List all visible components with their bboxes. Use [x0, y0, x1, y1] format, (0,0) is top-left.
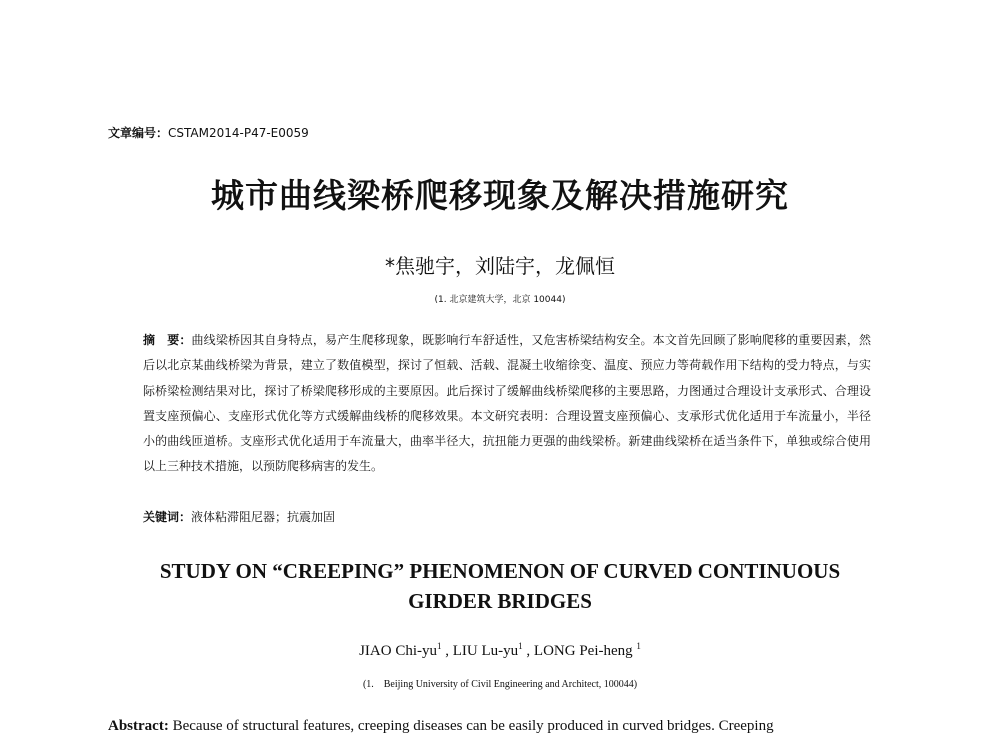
- author-2-affil: 1: [518, 641, 523, 651]
- chinese-keywords-label: 关键词：: [143, 510, 192, 524]
- english-title-line-1: STUDY ON “CREEPING” PHENOMENON OF CURVED CONTINUOUS: [159, 559, 841, 583]
- chinese-title: 城市曲线梁桥爬移现象及解决措施研究: [211, 176, 789, 215]
- author-2: LIU Lu-yu: [452, 643, 519, 659]
- english-authors: JIAO Chi-$yu^1$ , LIU $Lu-yu^1$ , LONG Pei-heng $^1$: [359, 641, 641, 659]
- chinese-abstract-label: 摘 要：: [143, 333, 192, 347]
- english-abstract: [108, 718, 908, 735]
- article-number: [108, 124, 309, 141]
- article-number-label: 文章编号：: [108, 126, 169, 140]
- english-title: [0, 556, 1000, 616]
- author-3-affil: 1: [636, 641, 641, 651]
- chinese-abstract: [143, 328, 871, 480]
- english-affiliation: (1. Beijing University of Civil Engineering and Architect, 100044): [362, 679, 638, 690]
- chinese-affiliation: (1. 北京建筑大学，北京 10044): [434, 295, 566, 305]
- chinese-keywords: [143, 508, 335, 525]
- chinese-authors: *焦驰宇，刘陆宇，龙佩恒: [385, 254, 615, 278]
- article-number-value: CSTAM2014-P47-E0059: [168, 126, 309, 140]
- english-title-line-2: GIRDER BRIDGES: [408, 589, 592, 613]
- chinese-keywords-text: 液体粘滞阻尼器；抗震加固: [191, 510, 336, 524]
- english-abstract-label: Abstract:: [108, 718, 169, 734]
- chinese-abstract-text: 曲线梁桥因其自身特点，易产生爬移现象，既影响行车舒适性，又危害桥梁结构安全。本文首先回顾了影响爬移的重要因素，然后以北京某曲线桥梁为背景，建立了数值模型，探讨了恒载、活载、混凝土收缩徐变、温度、预应力等荷载作用下结构的受力特点，与实际桥梁检测结果对比，探讨了桥梁爬移形成的主要原因。此后探讨了缓解曲线桥梁爬移的主要思路，力图通过合理设计支承形式、合理设置支座预偏心、支座形式优化等方式缓解曲线桥的爬移效果。本文研究表明：合理设置支座预偏心、支承形式优化适用于车流量小，半径小的曲线匝道桥。支座形式优化适用于车流量大，曲率半径大，抗扭能力更强的曲线梁桥。新建曲线梁桥在适当条件下，单独或综合使用以上三种技术措施，以预防爬移病害的发生。: [143, 333, 871, 474]
- author-3: LONG Pei-heng: [533, 643, 633, 659]
- english-abstract-text: Because of structural features, creeping diseases can be easily produced in curved bridges. Creeping: [172, 718, 774, 734]
- author-1-affil: 1: [437, 641, 442, 651]
- author-1: JIAO Chi-yu: [359, 643, 438, 659]
